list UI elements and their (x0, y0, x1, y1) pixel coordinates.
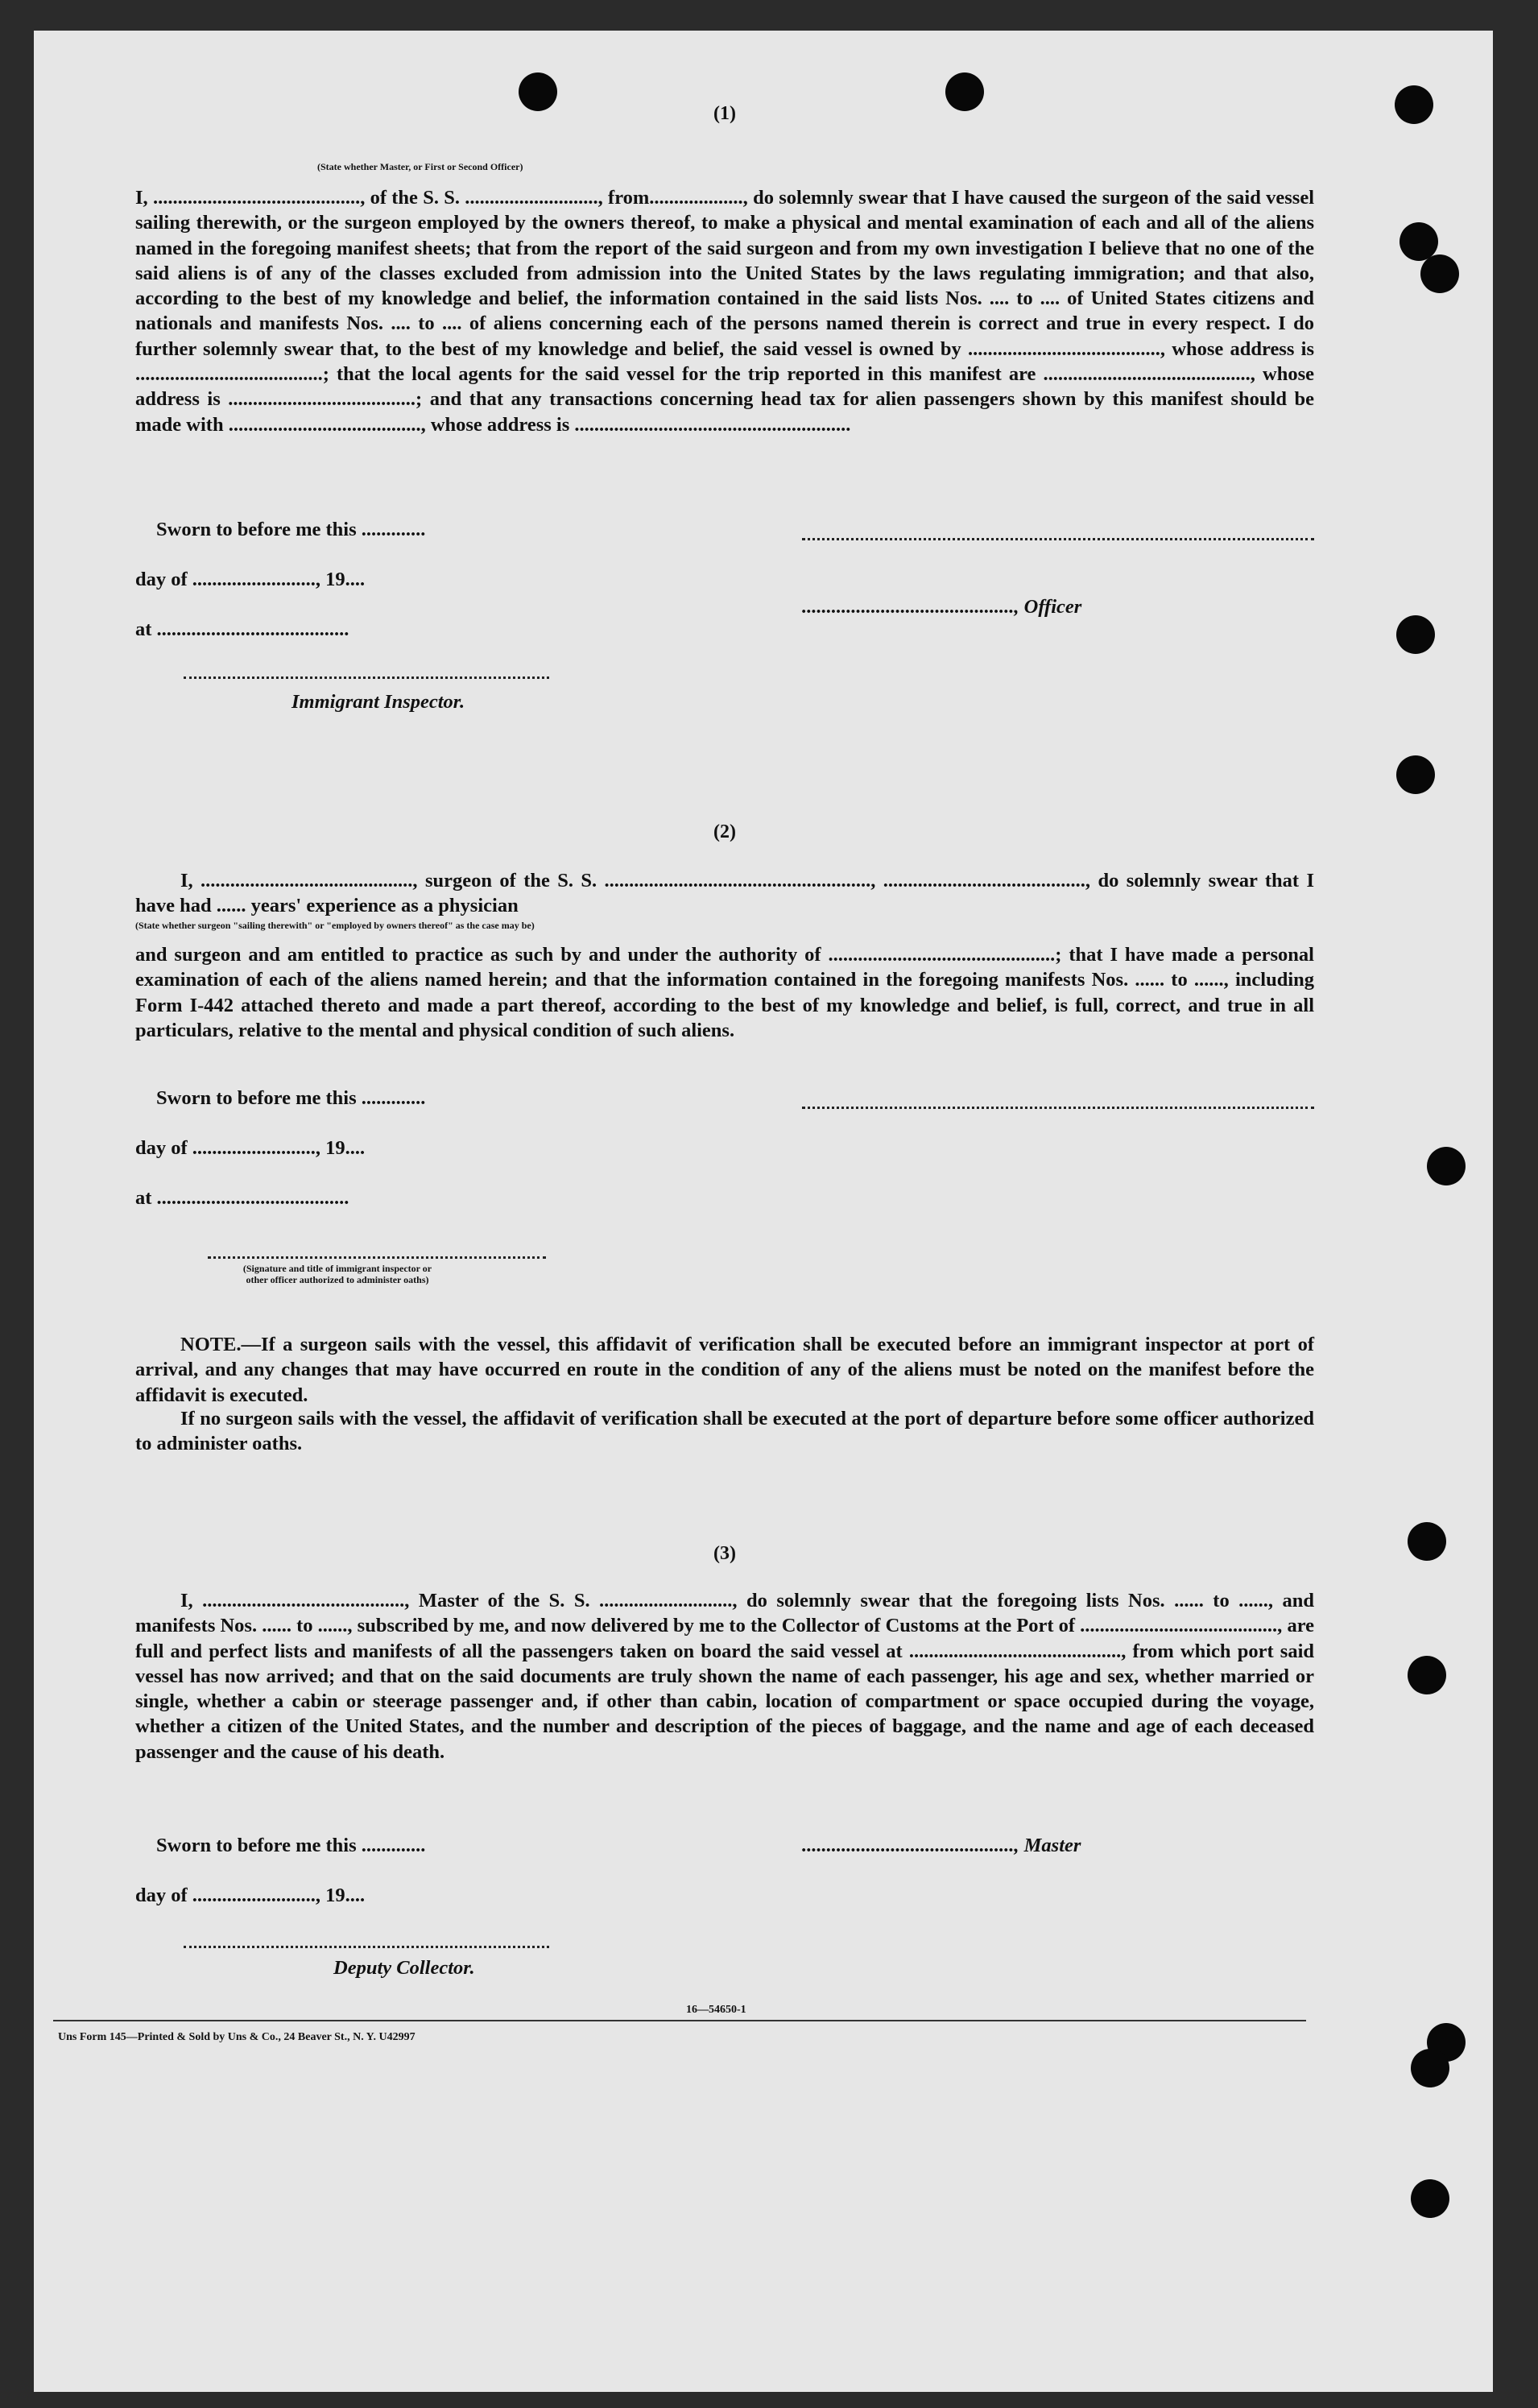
at-line: at ....................................... (135, 1187, 349, 1209)
form-code: 16—54650-1 (686, 2004, 746, 2016)
section-3-oath: I, ........................................., Master of the S. S. ..........................., do solemnly swear that the foregoing lists Nos. ...... to ......, and manifests Nos. ...... to ......, subscribed by me, and now delivered by me to the Collector of Customs at the Port of ........................................, are full and perfect lists and manifests of all the passengers taken on board the said vessel at ..........................................., from which port said vessel has now arrived; and that on the said documents are truly shown the name of each passenger, his age and sex, whether married or single, whether a cabin or steerage passenger and, if other than cabin, location of compartment or space occupied during the voyage, whether a citizen of the United States, and the number and description of the pieces of baggage, and the name and age of each deceased passenger and the cause of his death. (135, 1590, 1314, 1763)
punch-hole (1420, 254, 1459, 293)
section-2-oath-opening: I, ..........................................., surgeon of the S. S. ......................................................, ........................................., do solemnly swear that I have had ...... years' experience as a physician (135, 870, 1314, 917)
inspector-signature-line (184, 676, 549, 679)
sworn-line: Sworn to before me this ............. (156, 1835, 426, 1856)
day-line: day of ........................., 19.... (135, 1137, 366, 1159)
day-line: day of ........................., 19.... (135, 569, 366, 590)
punch-hole (1427, 1147, 1466, 1185)
surgeon-note: (State whether surgeon "sailing therewith" or "employed by owners thereof" as the case may be) (135, 920, 535, 931)
sworn-line: Sworn to before me this ............. (156, 519, 426, 540)
deputy-collector-label: Deputy Collector. (333, 1957, 475, 1979)
surgeon-signature-line (802, 1107, 1314, 1109)
punch-hole (1396, 755, 1435, 794)
printer-line: Uns Form 145—Printed & Sold by Uns & Co., 24 Beaver St., N. Y. U42997 (58, 2031, 416, 2043)
day-line: day of ........................., 19.... (135, 1885, 366, 1906)
punch-hole (1395, 85, 1433, 124)
footer-rule (53, 2020, 1306, 2021)
section-1-oath: I, .........................................., of the S. S. ..........................., from..................., do solemnly swear that I have caused the surgeon of the said vessel sailing therewith, or the surgeon employed by the owners thereof, to make a physical and mental examination of each and all of the aliens named in the foregoing manifest sheets; that from the report of the said surgeon and from my own investigation I believe that no one of the said aliens is of any of the classes excluded from admission into the United States by the laws regulating immigration; and that also, according to the best of my knowledge and belief, the information contained in the said lists Nos. .... to .... of United States citizens and nationals and manifests Nos. .... to .... of aliens concerning each of the persons named therein is correct and true in every respect. I do further solemnly swear that, to the best of my knowledge and belief, the said vessel is owned by ......................................., whose address is ......................................; that the local agents for the said vessel for the trip reported in this manifest are .........................................., whose address is ......................................; and that any transactions concerning head tax for alien passengers shown by this manifest should be made with ......................................., whose address is ........................................................ (135, 187, 1314, 436)
punch-hole (1411, 2179, 1449, 2218)
officer-line: ..........................................., Officer (802, 596, 1082, 618)
at-line: at ....................................... (135, 619, 349, 640)
collector-signature-line (184, 1946, 549, 1948)
note-surgeon: NOTE.—If a surgeon sails with the vessel, this affidavit of verification shall be executed before an immigrant inspector at port of arrival, and any changes that may have occurred en route in the condition of any of the aliens must be noted on the manifest before the affidavit is executed. (135, 1334, 1314, 1406)
section-number: (3) (713, 1543, 736, 1564)
inspector-signature-line (208, 1256, 546, 1259)
punch-hole (1411, 2049, 1449, 2087)
manifest-verification-page (34, 31, 1493, 2392)
signature-note: (Signature and title of immigrant inspector or other officer authorized to administer oaths) (242, 1263, 432, 1285)
section-2-oath-body: and surgeon and am entitled to practice as such by and under the authority of ..............................................; that I have made a personal examination of each of the aliens named herein; and that the information contained in the foregoing manifests Nos. ...... to ......, including Form I-442 attached thereto and made a part thereof, according to the best of my knowledge and belief, is full, correct, and true in all particulars, relative to the mental and physical condition of such aliens. (135, 944, 1314, 1041)
officer-signature-line (802, 538, 1314, 540)
master-note: (State whether Master, or First or Second Officer) (317, 161, 523, 172)
punch-hole (1408, 1522, 1446, 1561)
immigrant-inspector-label: Immigrant Inspector. (291, 691, 465, 713)
note-no-surgeon: If no surgeon sails with the vessel, the affidavit of verification shall be executed at the port of departure before some officer authorized to administer oaths. (135, 1408, 1314, 1455)
section-number: (2) (713, 821, 736, 842)
master-line: ..........................................., Master (802, 1835, 1081, 1856)
punch-hole (1396, 615, 1435, 654)
section-number: (1) (713, 103, 736, 124)
punch-hole (1408, 1656, 1446, 1694)
sworn-line: Sworn to before me this ............. (156, 1087, 426, 1109)
